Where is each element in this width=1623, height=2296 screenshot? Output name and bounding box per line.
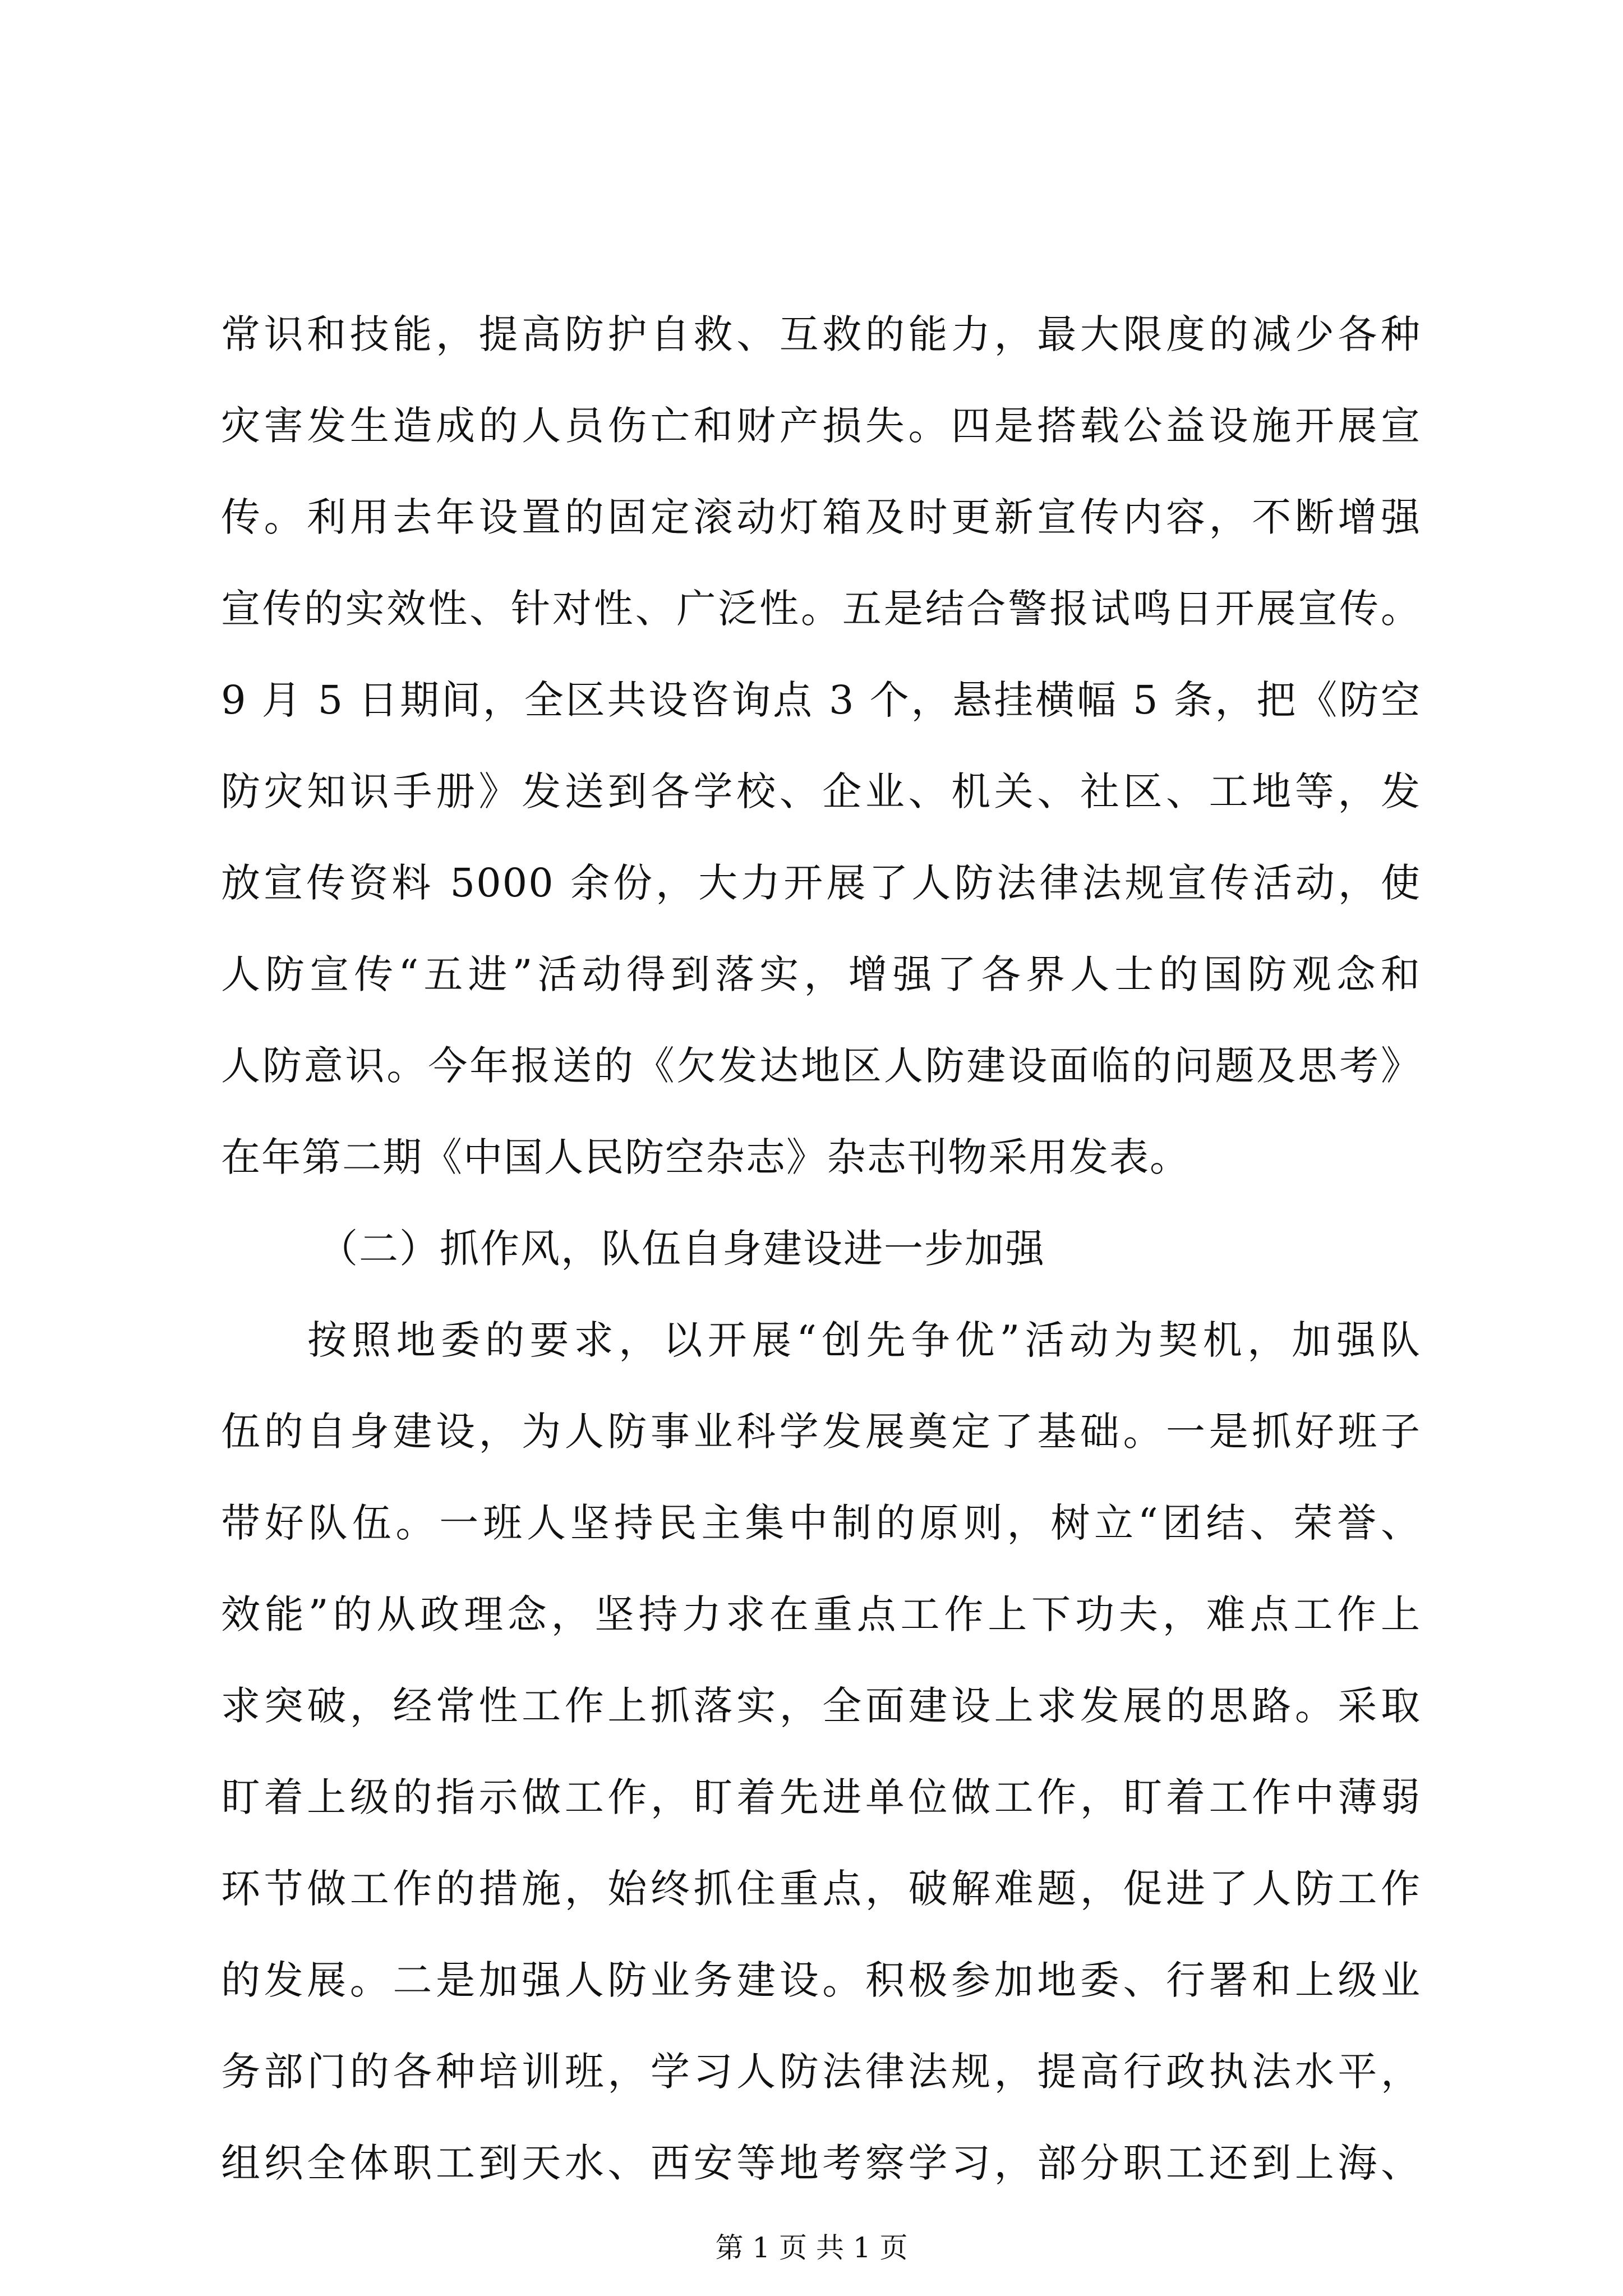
text-line: 在年第二期《中国人民防空杂志》杂志刊物采用发表。	[221, 1134, 1190, 1180]
text-line: 防灾知识手册》发送到各学校、企业、机关、社区、工地等，发	[221, 769, 1421, 815]
text-line: 伍的自身建设，为人防事业科学发展奠定了基础。一是抓好班子	[221, 1409, 1421, 1455]
page-footer: 第 1 页 共 1 页	[715, 2231, 908, 2264]
text-line: 带好队伍。一班人坚持民主集中制的原则，树立“团结、荣誉、	[221, 1500, 1421, 1546]
text-line: 灾害发生造成的人员伤亡和财产损失。四是搭载公益设施开展宣	[221, 403, 1421, 449]
text-line: 常识和技能，提高防护自救、互救的能力，最大限度的减少各种	[221, 311, 1421, 357]
text-line: 宣传的实效性、针对性、广泛性。五是结合警报试鸣日开展宣传。	[221, 586, 1421, 632]
text-line: 组织全体职工到天水、西安等地考察学习，部分职工还到上海、	[221, 2140, 1421, 2186]
text-line: 9 月 5 日期间，全区共设咨询点 3 个，悬挂横幅 5 条，把《防空	[221, 677, 1421, 723]
text-line: 效能”的从政理念，坚持力求在重点工作上下功夫，难点工作上	[221, 1591, 1421, 1637]
text-line: 放宣传资料 5000 余份，大力开展了人防法律法规宣传活动，使	[221, 860, 1421, 906]
text-line: 盯着上级的指示做工作，盯着先进单位做工作，盯着工作中薄弱	[221, 1774, 1421, 1820]
text-line: 环节做工作的措施，始终抓住重点，破解难题，促进了人防工作	[221, 1866, 1421, 1912]
text-line: 人防意识。今年报送的《欠发达地区人防建设面临的问题及思考》	[221, 1043, 1421, 1089]
text-line: 按照地委的要求，以开展“创先争优”活动为契机，加强队	[307, 1317, 1421, 1363]
text-line: 人防宣传“五进”活动得到落实，增强了各界人士的国防观念和	[221, 951, 1421, 997]
text-line: 的发展。二是加强人防业务建设。积极参加地委、行署和上级业	[221, 1957, 1421, 2003]
text-line: 务部门的各种培训班，学习人防法律法规，提高行政执法水平，	[221, 2049, 1421, 2095]
section-heading: （二）抓作风，队伍自身建设进一步加强	[319, 1226, 1045, 1272]
text-line: 传。利用去年设置的固定滚动灯箱及时更新宣传内容，不断增强	[221, 494, 1421, 540]
text-line: 求突破，经常性工作上抓落实，全面建设上求发展的思路。采取	[221, 1683, 1421, 1729]
